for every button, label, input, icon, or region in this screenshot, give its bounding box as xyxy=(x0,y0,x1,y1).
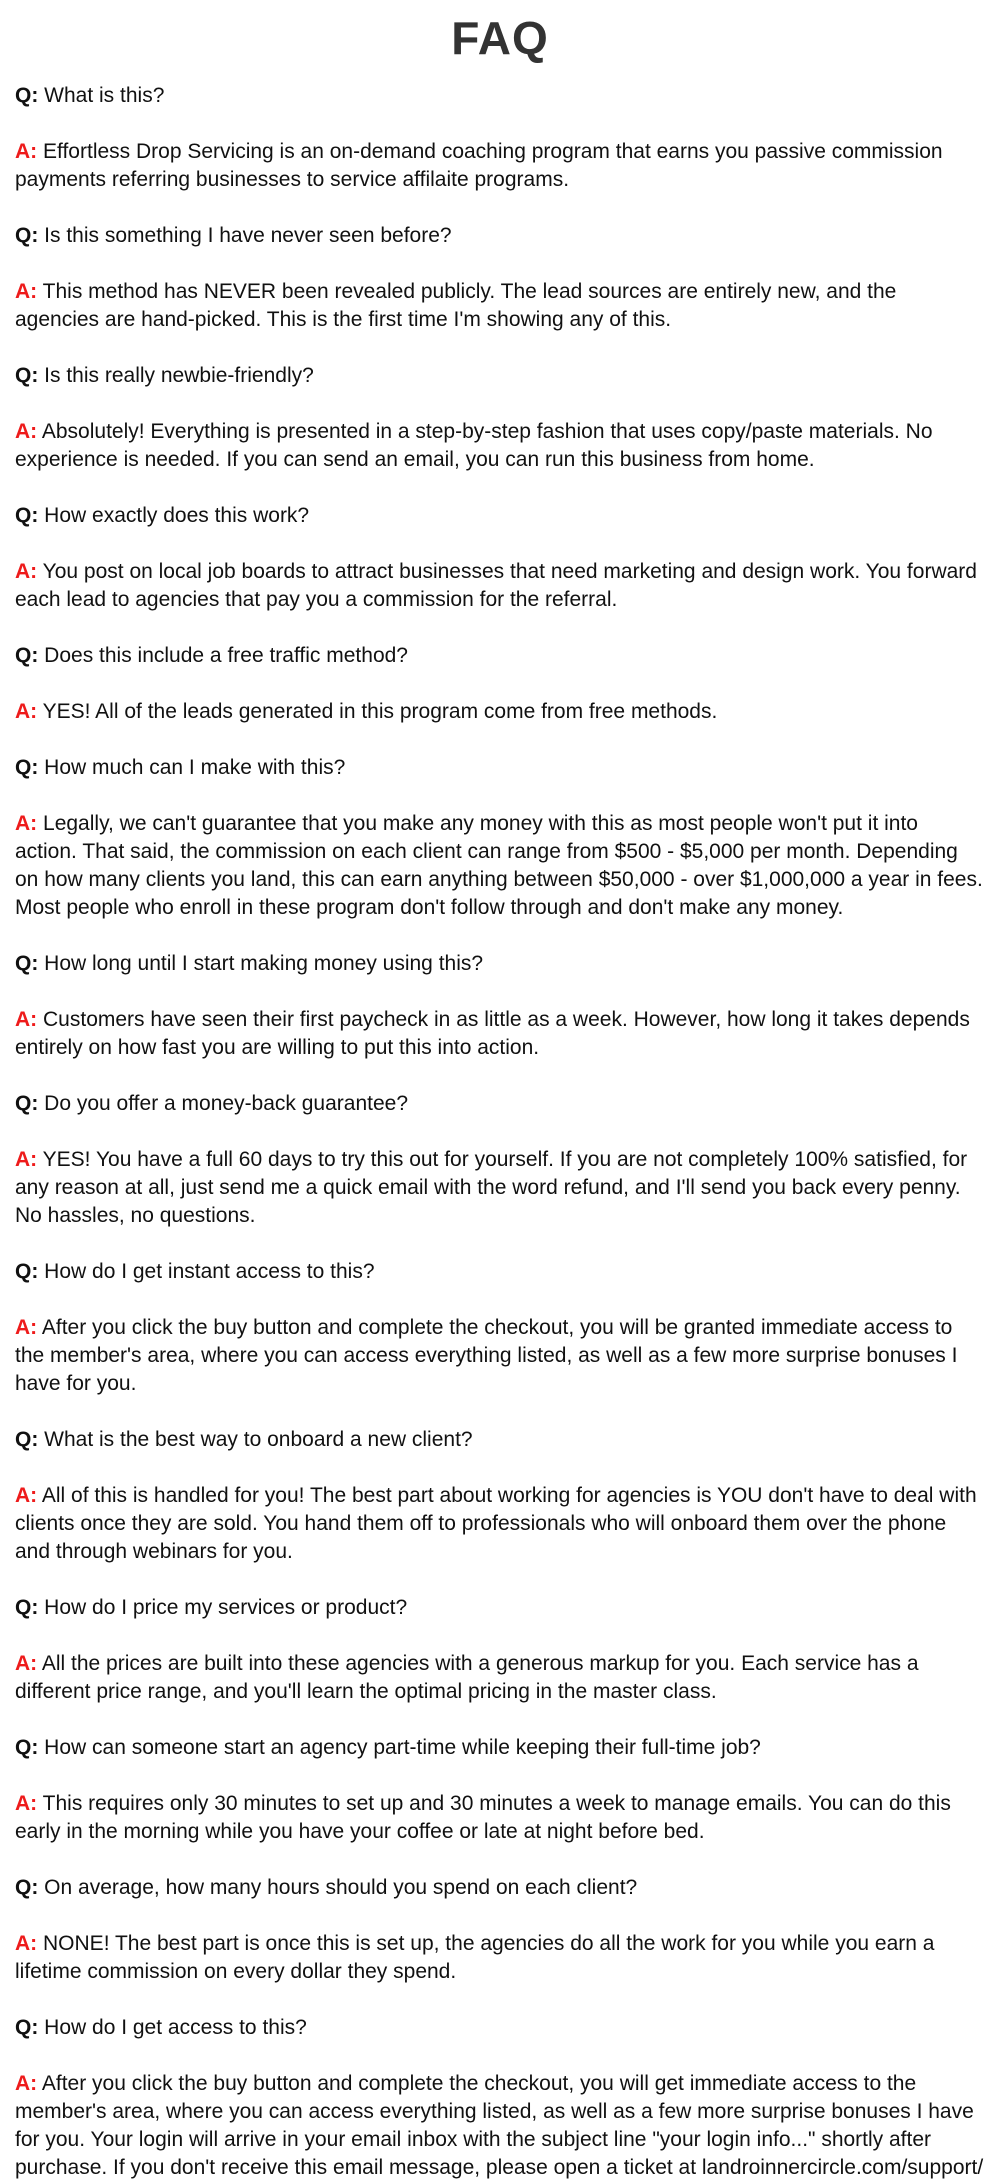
faq-question xyxy=(15,1426,985,1454)
question-text: How do I get access to this? xyxy=(44,2016,307,2039)
answer-label: A: xyxy=(15,2072,38,2095)
answer-text: NONE! The best part is once this is set up, the agencies do all the work for you while you earn a lifetime commission on every dollar they spend. xyxy=(15,1932,935,1983)
question-label: Q: xyxy=(15,1428,39,1451)
question-label: Q: xyxy=(15,504,39,527)
answer-label: A: xyxy=(15,1932,38,1955)
faq-answer xyxy=(15,810,985,922)
faq-answer xyxy=(15,1314,985,1398)
answer-text: Effortless Drop Servicing is an on-demand coaching program that earns you passive commission payments referring businesses to service affilaite programs. xyxy=(15,140,943,191)
faq-question xyxy=(15,642,985,670)
answer-text: You post on local job boards to attract businesses that need marketing and design work. You forward each lead to agencies that pay you a commission for the referral. xyxy=(15,560,977,611)
faq-question xyxy=(15,502,985,530)
page-title: FAQ xyxy=(451,12,549,64)
answer-label: A: xyxy=(15,812,38,835)
answer-label: A: xyxy=(15,560,38,583)
answer-text: After you click the buy button and complete the checkout, you will be granted immediate access to the member's area, where you can access everything listed, as well as a few more surprise bonuses I have for you. xyxy=(15,1316,958,1395)
question-label: Q: xyxy=(15,1596,39,1619)
faq-question xyxy=(15,82,985,110)
answer-label: A: xyxy=(15,1484,38,1507)
question-text: Is this something I have never seen before? xyxy=(44,224,452,247)
faq-question xyxy=(15,1594,985,1622)
faq-answer xyxy=(15,1006,985,1062)
answer-text: All of this is handled for you! The best part about working for agencies is YOU don't have to deal with clients once they are sold. You hand them off to professionals who will onboard them over the phone and through webinars for you. xyxy=(15,1484,977,1563)
faq-answer xyxy=(15,1790,985,1846)
answer-label: A: xyxy=(15,1316,38,1339)
answer-label: A: xyxy=(15,280,38,303)
answer-text: YES! All of the leads generated in this program come from free methods. xyxy=(42,700,718,723)
faq-answer xyxy=(15,1650,985,1706)
question-label: Q: xyxy=(15,364,39,387)
faq-answer xyxy=(15,138,985,194)
question-label: Q: xyxy=(15,756,39,779)
answer-text: After you click the buy button and complete the checkout, you will get immediate access to the member's area, where you can access everything listed, as well as a few more surprise bonuses I have for you. Your login will arrive in your email inbox with the subject line "your login info..." shortly after purchase. If you don't receive this email message, please open a ticket at landroinnercircle.com/support/ xyxy=(15,2072,984,2179)
faq-question xyxy=(15,222,985,250)
question-text: What is the best way to onboard a new client? xyxy=(44,1428,473,1451)
faq-question xyxy=(15,1734,985,1762)
answer-label: A: xyxy=(15,140,38,163)
faq-question xyxy=(15,1090,985,1118)
question-text: How long until I start making money using this? xyxy=(44,952,484,975)
faq-list xyxy=(15,82,985,2182)
answer-label: A: xyxy=(15,1148,38,1171)
question-text: How exactly does this work? xyxy=(44,504,310,527)
answer-text: This requires only 30 minutes to set up and 30 minutes a week to manage emails. You can do this early in the morning while you have your coffee or late at night before bed. xyxy=(15,1792,951,1843)
question-text: On average, how many hours should you spend on each client? xyxy=(44,1876,638,1899)
faq-question xyxy=(15,1874,985,1902)
answer-text: Legally, we can't guarantee that you make any money with this as most people won't put it into action. That said, the commission on each client can range from $500 - $5,000 per month. Depending on how many clients you land, this can earn anything between $50,000 - over $1,000,000 a year in fees. Most people who enroll in these program don't follow through and don't make any money. xyxy=(15,812,983,919)
faq-question xyxy=(15,950,985,978)
faq-answer xyxy=(15,558,985,614)
faq-question xyxy=(15,362,985,390)
question-text: Do you offer a money-back guarantee? xyxy=(44,1092,409,1115)
question-label: Q: xyxy=(15,952,39,975)
faq-answer xyxy=(15,418,985,474)
answer-text: YES! You have a full 60 days to try this out for yourself. If you are not completely 100% satisfied, for any reason at all, just send me a quick email with the word refund, and I'll send you back every penny. No hassles, no questions. xyxy=(15,1148,968,1227)
faq-answer xyxy=(15,1146,985,1230)
answer-label: A: xyxy=(15,1792,38,1815)
faq-question xyxy=(15,1258,985,1286)
answer-text: This method has NEVER been revealed publicly. The lead sources are entirely new, and the agencies are hand-picked. This is the first time I'm showing any of this. xyxy=(15,280,897,331)
faq-question xyxy=(15,2014,985,2042)
question-text: How do I get instant access to this? xyxy=(44,1260,375,1283)
faq-answer xyxy=(15,1482,985,1566)
question-text: Is this really newbie-friendly? xyxy=(44,364,314,387)
question-label: Q: xyxy=(15,644,39,667)
faq-answer xyxy=(15,278,985,334)
question-label: Q: xyxy=(15,1260,39,1283)
question-text: How do I price my services or product? xyxy=(44,1596,408,1619)
question-label: Q: xyxy=(15,84,39,107)
faq-answer xyxy=(15,1930,985,1986)
question-text: How much can I make with this? xyxy=(44,756,346,779)
faq-answer xyxy=(15,698,985,726)
question-label: Q: xyxy=(15,1092,39,1115)
faq-answer xyxy=(15,2070,985,2182)
faq-question xyxy=(15,754,985,782)
question-label: Q: xyxy=(15,224,39,247)
answer-label: A: xyxy=(15,420,38,443)
answer-text: Customers have seen their first paycheck in as little as a week. However, how long it takes depends entirely on how fast you are willing to put this into action. xyxy=(15,1008,970,1059)
question-text: How can someone start an agency part-time while keeping their full-time job? xyxy=(44,1736,761,1759)
answer-text: All the prices are built into these agencies with a generous markup for you. Each service has a different price range, and you'll learn the optimal pricing in the master class. xyxy=(15,1652,919,1703)
answer-label: A: xyxy=(15,1652,38,1675)
question-label: Q: xyxy=(15,2016,39,2039)
answer-label: A: xyxy=(15,1008,38,1031)
answer-text: Absolutely! Everything is presented in a step-by-step fashion that uses copy/paste materials. No experience is needed. If you can send an email, you can run this business from home. xyxy=(15,420,933,471)
answer-label: A: xyxy=(15,700,38,723)
question-text: Does this include a free traffic method? xyxy=(44,644,408,667)
question-text: What is this? xyxy=(44,84,165,107)
question-label: Q: xyxy=(15,1736,39,1759)
question-label: Q: xyxy=(15,1876,39,1899)
